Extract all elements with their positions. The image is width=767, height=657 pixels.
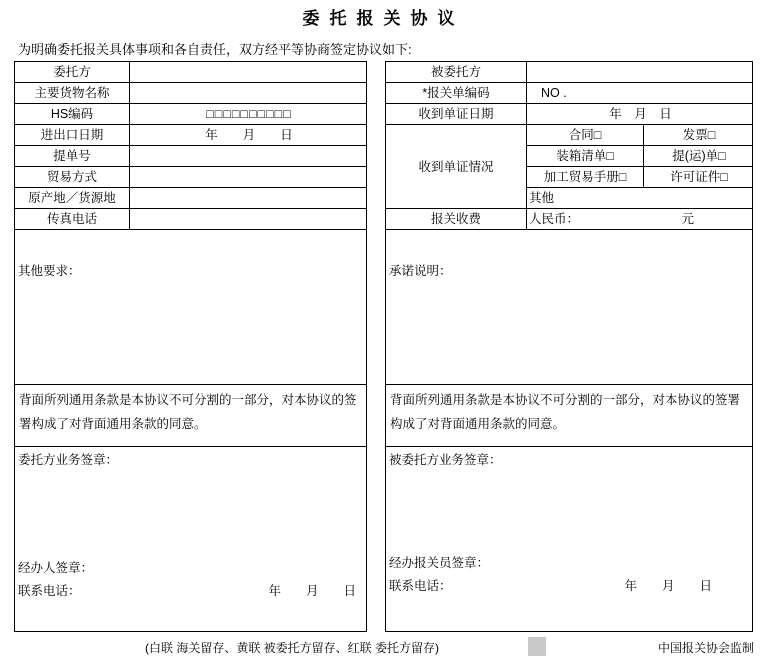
- agent-form-table: [385, 61, 753, 632]
- checkbox-trade-manual[interactable]: 加工贸易手册□: [543, 170, 627, 184]
- trade-mode-input[interactable]: [130, 167, 368, 188]
- client-handler-seal-label: 经办人签章：: [18, 561, 94, 575]
- declaration-no-input[interactable]: NO .: [541, 86, 567, 100]
- client-sign-date[interactable]: 年 月 日: [268, 584, 356, 598]
- ie-date-input[interactable]: 年 月 日: [205, 128, 293, 142]
- client-signature-area[interactable]: [15, 447, 366, 631]
- currency-label: 人民币：: [529, 212, 580, 226]
- agent-business-seal-label: 被委托方业务签章：: [389, 453, 502, 467]
- field-label-hs-code: HS编码: [50, 107, 94, 121]
- page-title: 委托报关协议: [302, 9, 465, 28]
- client-contact-label: 联系电话：: [18, 584, 81, 598]
- back-clause-text: 背面所列通用条款是本协议不可分割的一部分，对本协议的签署构成了对背面通用条款的同意。: [390, 393, 741, 431]
- other-requirements-label: 其他要求：: [18, 264, 81, 278]
- field-label-docs-date: 收到单证日期: [418, 107, 494, 121]
- origin-input[interactable]: [130, 188, 368, 209]
- fax-input[interactable]: [130, 209, 368, 230]
- field-label-declaration-no: *报关单编码: [422, 86, 490, 100]
- bill-no-input[interactable]: [130, 146, 368, 167]
- field-label-fax: 传真电话: [46, 212, 97, 226]
- field-label-client: 委托方: [53, 65, 91, 79]
- fee-amount-input[interactable]: [527, 209, 754, 230]
- copies-note: (白联 海关留存、黄联 被委托方留存、红联 委托方留存): [145, 641, 439, 655]
- field-label-agent: 被委托方: [430, 65, 481, 79]
- checkbox-contract[interactable]: 合同□: [568, 128, 602, 142]
- promise-label: 承诺说明：: [389, 264, 452, 278]
- checkbox-packing-list[interactable]: 装箱清单□: [556, 149, 614, 163]
- field-label-trade-mode: 贸易方式: [46, 170, 97, 184]
- field-label-ie-date: 进出口日期: [40, 128, 104, 142]
- agent-contact-label: 联系电话：: [389, 579, 452, 593]
- currency-unit-label: 元: [681, 212, 694, 226]
- client-business-seal-label: 委托方业务签章：: [18, 453, 119, 467]
- agent-signature-area[interactable]: [386, 447, 752, 631]
- checkbox-bill-of-lading[interactable]: 提(运)单□: [672, 149, 726, 163]
- field-label-goods-name: 主要货物名称: [34, 86, 110, 100]
- promise-area[interactable]: [386, 230, 752, 384]
- other-docs-input[interactable]: 其他: [529, 191, 555, 205]
- client-input[interactable]: [130, 62, 368, 83]
- intro-text: 为明确委托报关具体事项和各自责任，双方经平等协商签定协议如下:: [18, 42, 412, 57]
- client-form-table: [14, 61, 367, 632]
- issuer-note: 中国报关协会监制: [657, 641, 754, 655]
- agent-sign-date[interactable]: 年 月 日: [624, 579, 712, 593]
- other-requirements-area[interactable]: [15, 230, 366, 384]
- hs-code-checkboxes[interactable]: □□□□□□□□□□: [206, 107, 292, 121]
- gray-square-artifact: [528, 637, 546, 656]
- checkbox-licence[interactable]: 许可证件□: [670, 170, 728, 184]
- goods-name-input[interactable]: [130, 83, 368, 104]
- field-label-bill-no: 提单号: [53, 149, 91, 163]
- field-label-origin: 原产地／货源地: [28, 191, 116, 205]
- agent-handler-seal-label: 经办报关员签章：: [389, 556, 490, 570]
- checkbox-invoice[interactable]: 发票□: [682, 128, 716, 142]
- back-clause-text: 背面所列通用条款是本协议不可分割的一部分，对本协议的签署构成了对背面通用条款的同意。: [19, 393, 357, 431]
- agent-input[interactable]: [527, 62, 754, 83]
- docs-date-input[interactable]: 年 月 日: [609, 107, 672, 121]
- field-label-docs-received: 收到单证情况: [418, 160, 494, 174]
- field-label-fee: 报关收费: [430, 212, 481, 226]
